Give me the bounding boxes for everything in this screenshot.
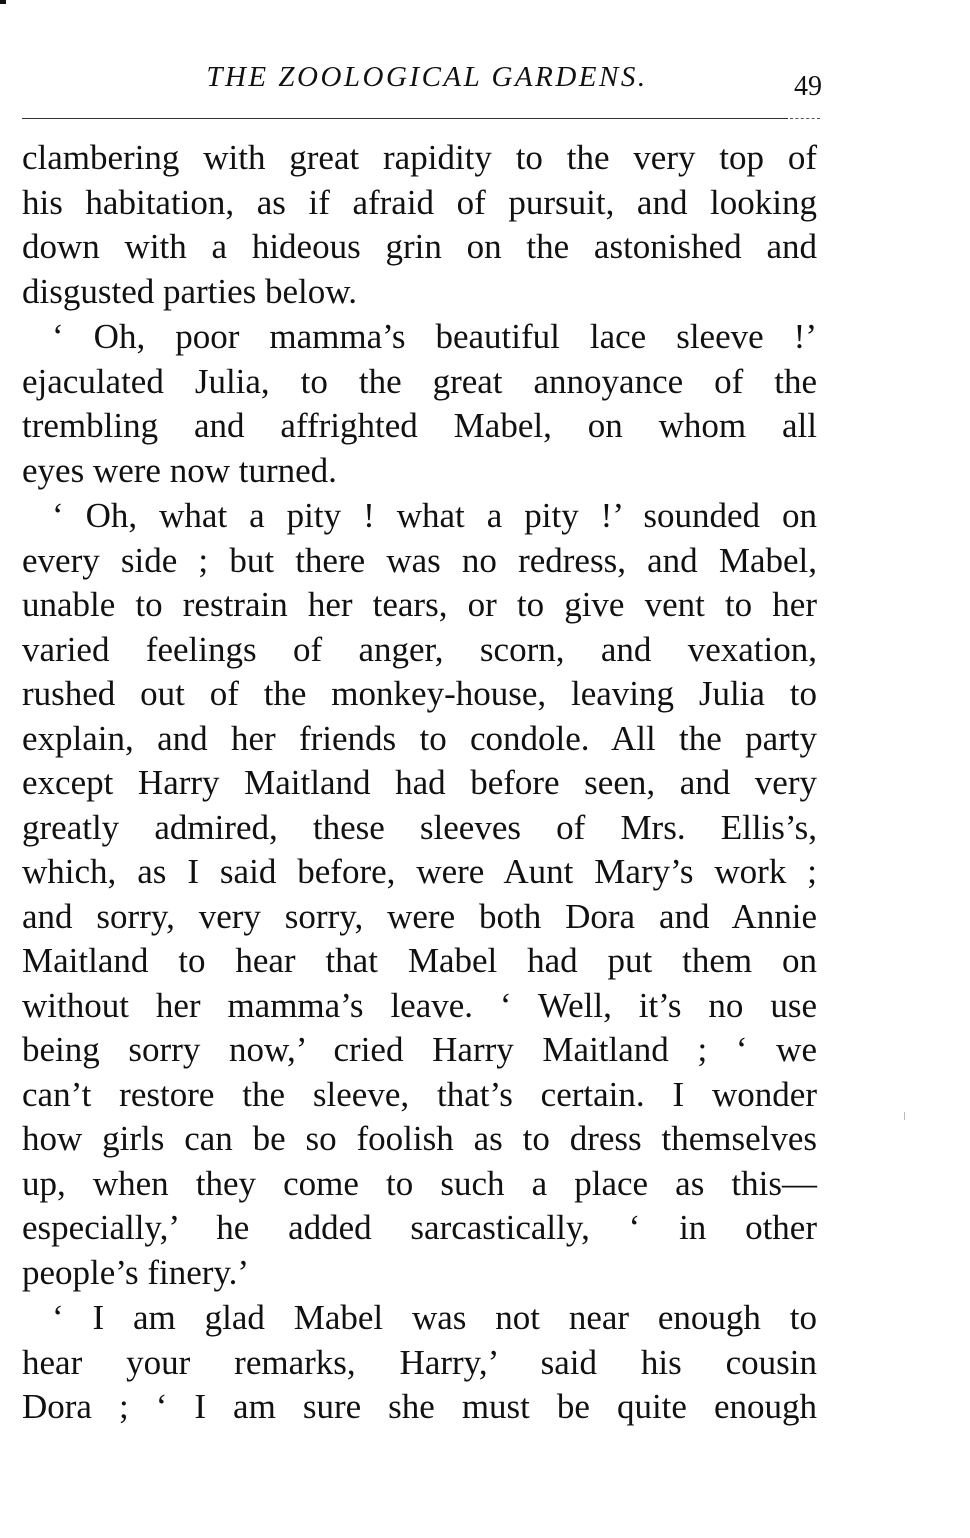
text-line: can’t restore the sleeve, that’s certain. I wonder	[22, 1074, 817, 1114]
text-line: without her mamma’s leave. ‘ Well, it’s no use	[22, 985, 817, 1025]
text-line: varied feelings of anger, scorn, and vexation,	[22, 629, 817, 669]
text-line: ejaculated Julia, to the great annoyance of the	[22, 361, 817, 401]
page-number: 49	[794, 71, 822, 102]
scan-corner-mark	[0, 0, 6, 4]
text-line: hear your remarks, Harry,’ said his cousin	[22, 1342, 817, 1382]
header-rule-tail	[790, 118, 820, 119]
text-line: Dora ; ‘ I am sure she must be quite enough	[22, 1387, 817, 1426]
text-line: especially,’ he added sarcastically, ‘ in other	[22, 1208, 817, 1247]
text-line: every side ; but there was no redress, and Mabel,	[22, 540, 817, 580]
text-line: and sorry, very sorry, were both Dora and Annie	[22, 896, 817, 936]
text-line: down with a hideous grin on the astonished and	[22, 227, 817, 266]
text-line: eyes were now turned.	[22, 450, 337, 490]
text-line: people’s finery.’	[22, 1252, 250, 1292]
text-line: ‘ Oh, poor mamma’s beautiful lace sleeve !’	[52, 317, 817, 356]
text-line: explain, and her friends to condole. All the party	[22, 718, 817, 758]
text-line: being sorry now,’ cried Harry Maitland ; ‘ we	[22, 1030, 817, 1069]
header-rule	[22, 118, 788, 119]
text-line: up, when they come to such a place as this—	[22, 1163, 817, 1203]
text-line: greatly admired, these sleeves of Mrs. Ellis’s,	[22, 807, 817, 847]
running-title: THE ZOOLOGICAL GARDENS.	[206, 61, 648, 93]
running-head	[22, 60, 822, 104]
scan-margin-mark	[904, 1112, 905, 1120]
text-line: Maitland to hear that Mabel had put them on	[22, 941, 817, 980]
text-line: except Harry Maitland had before seen, and very	[22, 763, 817, 802]
text-line: disgusted parties below.	[22, 271, 358, 311]
text-line: unable to restrain her tears, or to give vent to her	[22, 585, 817, 624]
text-line: ‘ I am glad Mabel was not near enough to	[52, 1298, 817, 1337]
text-line: his habitation, as if afraid of pursuit, and looking	[22, 182, 817, 222]
text-line: clambering with great rapidity to the very top of	[22, 138, 817, 177]
text-line: how girls can be so foolish as to dress themselves	[22, 1119, 817, 1158]
text-line: which, as I said before, were Aunt Mary’s work ;	[22, 852, 817, 891]
body-text	[22, 136, 817, 1430]
text-line: rushed out of the monkey-house, leaving Julia to	[22, 674, 817, 713]
text-line: ‘ Oh, what a pity ! what a pity !’ sounded on	[52, 496, 817, 535]
text-line: trembling and affrighted Mabel, on whom all	[22, 406, 817, 445]
